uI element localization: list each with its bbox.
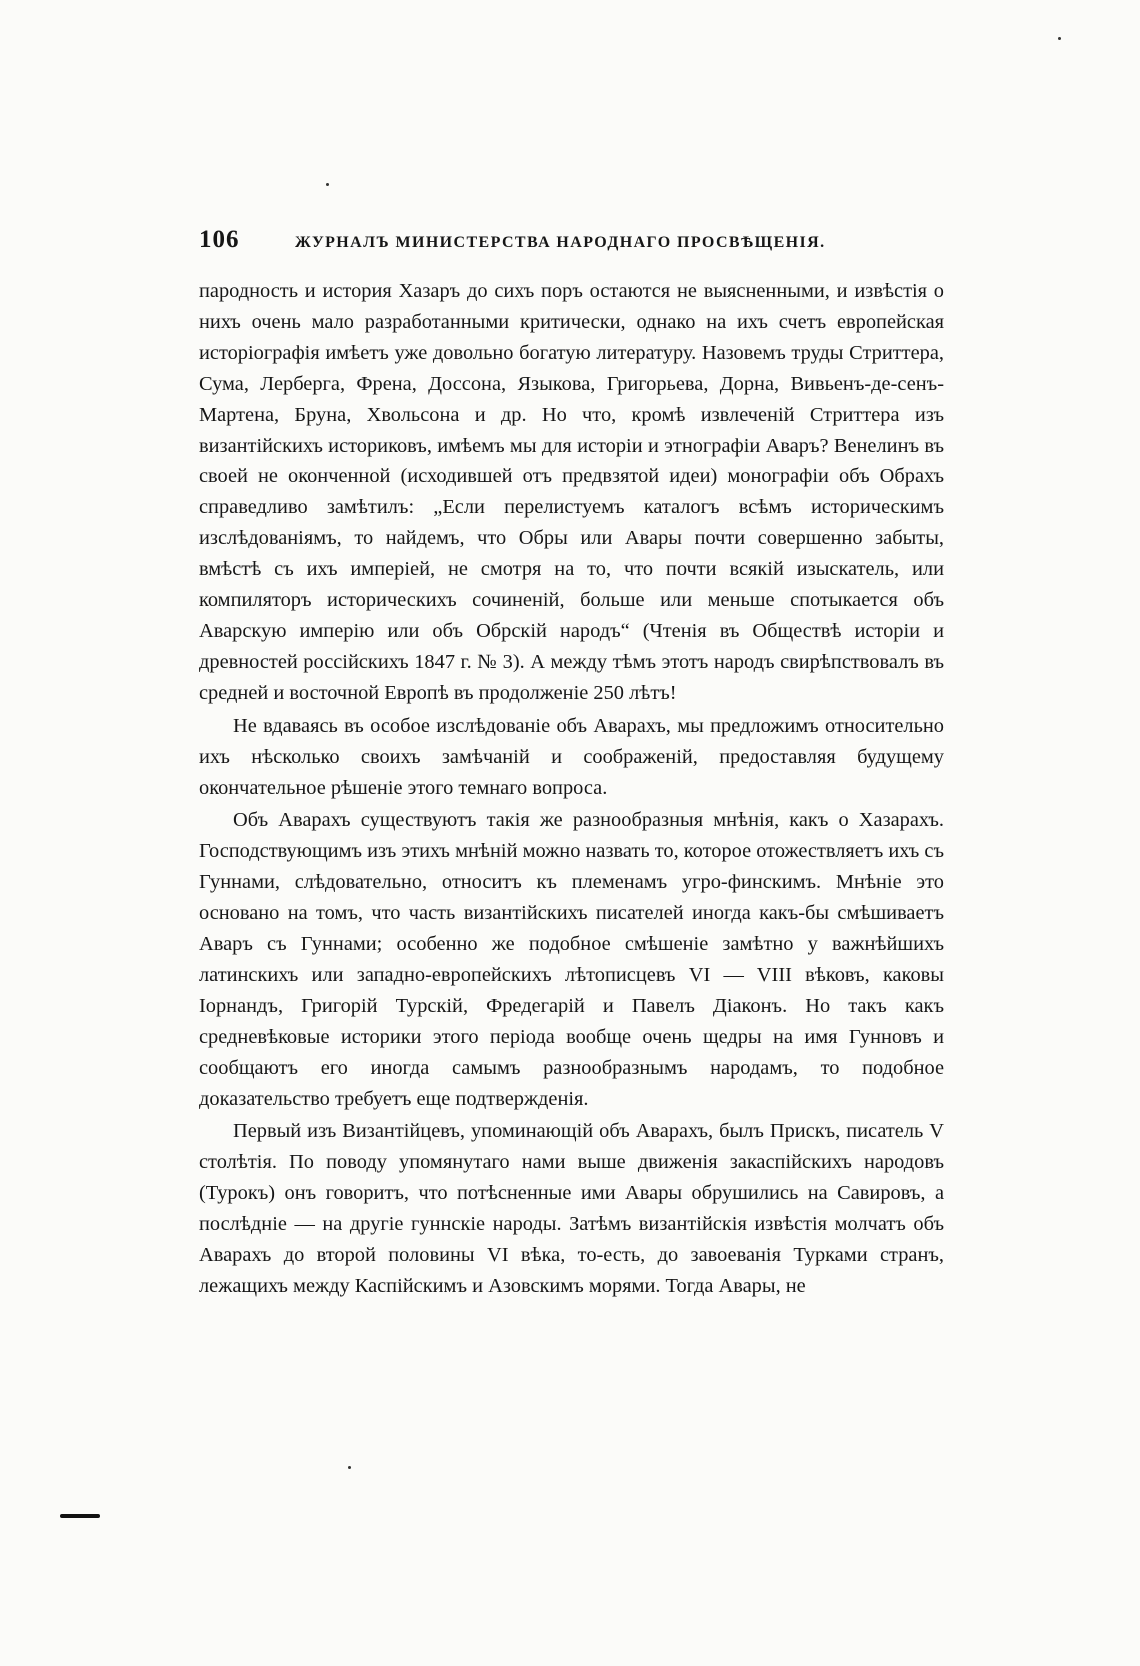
paragraph-4: Первый изъ Византійцевъ, упоминающій объ Аварахъ, былъ Прискъ, писатель V столѣтія. По поводу упомянутаго нами выше движенія закаспійскихъ народовъ (Турокъ) онъ говоритъ, что потѣсненные ими Авары обрушились на Савировъ, а послѣдніе — на другіе гуннскіе народы. Затѣмъ византійскія извѣстія молчатъ объ Аварахъ до второй половины VI вѣка, то-есть, до завоеванія Турками странъ, лежащихъ между Каспійскимъ и Азовскимъ морями. Тогда Авары, не	[199, 1120, 944, 1297]
scan-speck	[326, 183, 329, 186]
page-number: 106	[199, 226, 240, 253]
page-header	[199, 226, 944, 258]
running-head: ЖУРНАЛЪ МИНИСТЕРСТВА НАРОДНАГО ПРОСВѢЩЕНІЯ.	[295, 234, 826, 251]
scan-speck	[1058, 37, 1061, 40]
paragraph-3: Объ Аварахъ существуютъ такія же разнообразныя мнѣнія, какъ о Хазарахъ. Господствующимъ изъ этихъ мнѣній можно назвать то, которое отожествляетъ ихъ съ Гуннами, слѣдовательно, относитъ къ племенамъ угро-финскимъ. Мнѣніе это основано на томъ, что часть византійскихъ писателей иногда какъ-бы смѣшиваетъ Аваръ съ Гуннами; особенно же подобное смѣшеніе замѣтно у важнѣйшихъ латинскихъ или западно-европейскихъ лѣтописцевъ VI — VIII вѣковъ, каковы Іорнандъ, Григорій Турскій, Фредегарій и Павелъ Діаконъ. Но такъ какъ средневѣковые историки этого періода вообще очень щедры на имя Гунновъ и сообщаютъ его иногда самымъ разнообразнымъ народамъ, то подобное доказательство требуетъ еще подтвержденія.	[199, 809, 944, 1110]
paragraph-2: Не вдаваясь въ особое изслѣдованіе объ Аварахъ, мы предложимъ относительно ихъ нѣсколько своихъ замѣчаній и соображеній, предоставляя будущему окончательное рѣшеніе этого темнаго вопроса.	[199, 714, 944, 799]
book-page	[199, 226, 944, 1302]
margin-dash	[60, 1514, 100, 1518]
paragraph-1: пародность и история Хазаръ до сихъ поръ остаются не выясненными, и извѣстія о нихъ очень мало разработанными критически, однако на ихъ счетъ европейская исторіографія имѣетъ уже довольно богатую литературу. Назовемъ труды Стриттера, Сума, Лерберга, Френа, Доссона, Языкова, Григорьева, Дорна, Вивьенъ-де-сенъ-Мартена, Бруна, Хвольсона и др. Но что, кромѣ извлеченій Стриттера изъ византійскихъ историковъ, имѣемъ мы для исторіи и этнографіи Аваръ? Венелинъ въ своей не оконченной (исходившей отъ предвзятой идеи) монографіи объ Обрахъ справедливо замѣтилъ: „Если перелистуемъ каталогъ всѣмъ историческимъ изслѣдованіямъ, то найдемъ, что Обры или Авары почти совершенно забыты, вмѣстѣ съ ихъ имперіей, не смотря на то, что почти всякій изыскатель, или компиляторъ историческихъ сочиненій, больше или меньше спотыкается объ Аварскую имперію или объ Обрскій народъ“ (Чтенія въ Обществѣ исторіи и древностей россійскихъ 1847 г. № 3). А между тѣмъ этотъ народъ свирѣпствовалъ въ средней и восточной Европѣ въ продолженіе 250 лѣтъ!	[199, 280, 944, 704]
scan-speck	[348, 1466, 351, 1469]
